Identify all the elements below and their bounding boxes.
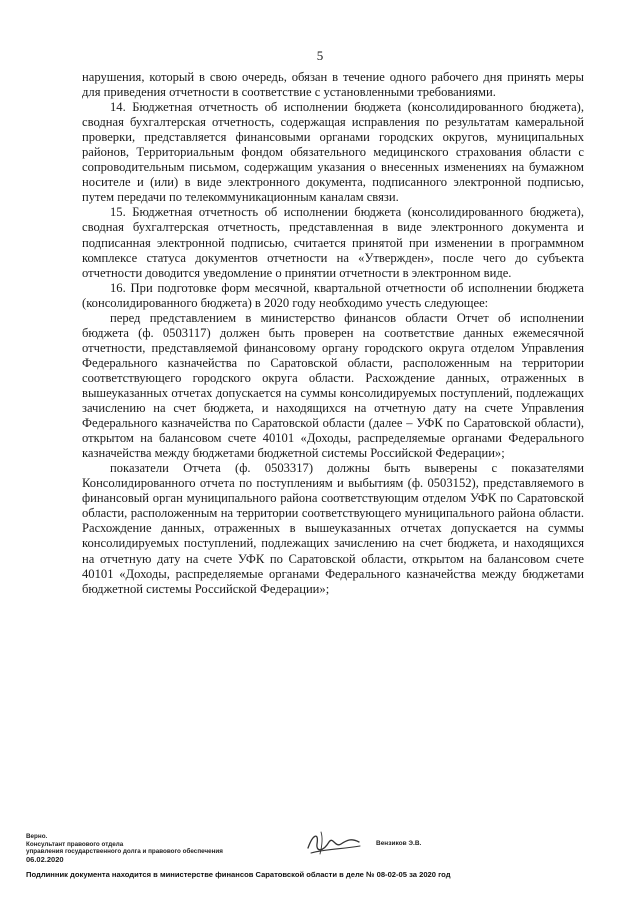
verno-label: Верно. [26, 833, 48, 840]
signer-name: Вензиков Э.В. [376, 840, 422, 847]
paragraph-14: 14. Бюджетная отчетность об исполнении бюджета (консолидированного бюджета), сводная бухгалтерская отчетность, содержащая исправления по результатам камеральной проверки, представляется финансовыми органами городских округов, муниципальных районов, Территориальным фондом обязательного медицинского страхования области с сопроводительным письмом, содержащим указания о внесенных изменениях на бумажном носителе и (или) в виде электронного документа, подписанного электронной подписью, путем передачи по телекоммуникационным каналам связи. [82, 100, 584, 205]
position-line-1: Консультант правового отдела [26, 840, 124, 848]
certification-block [26, 833, 286, 863]
paragraph-15: 15. Бюджетная отчетность об исполнении бюджета (консолидированного бюджета), сводная бухгалтерская отчетность, представленная в виде электронного документа и подписанная электронной подписью, считается принятой при изменении в программном комплексе статуса документов отчетности на «Утвержден», после чего до субъекта отчетности доводится уведомление о принятии отчетности в электронном виде. [82, 205, 584, 280]
paragraph-16-item-1: перед представлением в министерство финансов области Отчет об исполнении бюджета (ф. 0503117) должен быть проверен на соответствие данных ежемесячной отчетности, представляемой финансовому органу городского округа отделом Управления Федерального казначейства по Саратовской области, расположенным на территории соответствующего городского округа области. Расхождение данных, отраженных в вышеуказанных отчетах допускается на суммы консолидируемых поступлений, подлежащих зачислению на счет бюджета, и находящихся на отчетную дату на счете Управления Федерального казначейства по Саратовской области (далее – УФК по Саратовской области), открытом на балансовом счете 40101 «Доходы, распределяемые органами Федерального казначейства между бюджетами бюджетной системы Российской Федерации»; [82, 310, 584, 461]
handwritten-signature [305, 826, 363, 858]
page-number: 5 [316, 48, 324, 63]
position-line-2: управления государственного долга и правового обеспечения [26, 848, 223, 856]
paragraph-continuation: нарушения, который в свою очередь, обязан в течение одного рабочего дня принять меры для приведения отчетности в соответствие с установленными требованиями. [82, 70, 584, 100]
paragraph-16: 16. При подготовке форм месячной, квартальной отчетности об исполнении бюджета (консолидированного бюджета) в 2020 году необходимо учесть следующее: [82, 280, 584, 310]
document-body [82, 70, 584, 597]
original-location-note: Подлинник документа находится в министерстве финансов Саратовской области в деле № 08-02-05 за 2020 год [26, 870, 451, 879]
paragraph-16-item-2: показатели Отчета (ф. 0503317) должны быть выверены с показателями Консолидированного отчета по поступлениям и выбытиям (ф. 0503152), представляемого в финансовый орган муниципального района соответствующим отделом УФК по Саратовской области, расположенным на территории соответствующего муниципального района области. Расхождение данных, отраженных в вышеуказанных отчетах допускается на суммы консолидируемых поступлений, подлежащих зачислению на счет бюджета, и находящихся на отчетную дату на счете УФК по Саратовской области, открытом на балансовом счете 40101 «Доходы, распределяемые органами Федерального казначейства между бюджетами бюджетной системы Российской Федерации»; [82, 461, 584, 596]
certification-date: 06.02.2020 [26, 854, 64, 864]
